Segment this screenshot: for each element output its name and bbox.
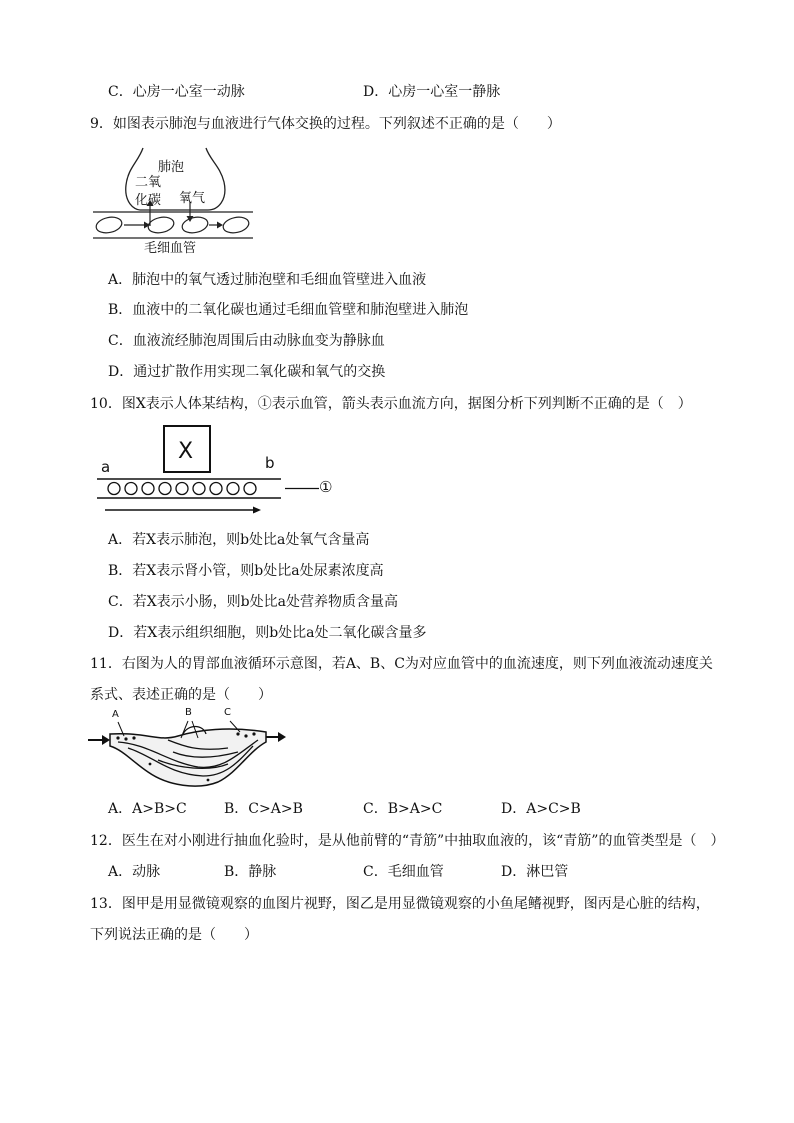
q9-stem: 9．如图表示肺泡与血液进行气体交换的过程。下列叙述不正确的是（ ） <box>90 116 561 132</box>
q10-option-a: A．若X表示肺泡，则b处比a处氧气含量高 <box>108 532 370 548</box>
q9-option-c: C．血液流经肺泡周围后由动脉血变为静脉血 <box>108 333 385 349</box>
q9-alveolus-figure <box>88 140 258 262</box>
vessel-label: ① <box>319 478 333 496</box>
q9-option-b: B．血液中的二氧化碳也通过毛细血管壁和肺泡壁进入肺泡 <box>108 302 469 318</box>
q10-option-d: D．若X表示组织细胞，则b处比a处二氧化碳含量多 <box>108 625 427 641</box>
co2-label-line1: 二氧 <box>135 175 162 190</box>
q11-option-b: B．C>A>B <box>224 801 303 817</box>
q10-structure-figure <box>95 424 350 516</box>
q10-stem: 10．图X表示人体某结构，①表示血管，箭头表示血流方向，据图分析下列判断不正确的是（ ） <box>90 396 692 412</box>
q10-option-c: C．若X表示小肠，则b处比a处营养物质含量高 <box>108 594 398 610</box>
point-b-label: b <box>265 454 275 472</box>
q12-option-a: A．动脉 <box>108 864 161 880</box>
q12-option-b: B．静脉 <box>224 864 277 880</box>
point-a-label: a <box>101 458 111 476</box>
vessel-a-label: A <box>112 709 119 720</box>
q12-option-c: C．毛细血管 <box>363 864 444 880</box>
vessel-c-label: C <box>224 707 231 718</box>
x-box-label: X <box>178 439 194 464</box>
q9-option-d: D．通过扩散作用实现二氧化碳和氧气的交换 <box>108 364 386 380</box>
q11-stomach-circulation-figure <box>88 707 288 792</box>
vessel-b-label: B <box>185 707 192 718</box>
o2-label: 氧气 <box>179 191 206 206</box>
q8-option-c: C．心房一心室一动脉 <box>108 84 245 100</box>
co2-label-line2: 化碳 <box>135 193 162 208</box>
q12-stem: 12．医生在对小刚进行抽血化验时，是从他前臂的“青筋”中抽取血液的，该“青筋”的血管类型是（ ） <box>90 833 725 849</box>
q8-option-d: D．心房一心室一静脉 <box>363 84 501 100</box>
q9-option-a: A．肺泡中的氧气透过肺泡壁和毛细血管壁进入血液 <box>108 272 427 288</box>
q12-option-d: D．淋巴管 <box>501 864 569 880</box>
q11-option-c: C．B>A>C <box>363 801 443 817</box>
q11-option-a: A．A>B>C <box>108 801 187 817</box>
q11-stem-line2: 系式、表述正确的是（ ） <box>90 687 272 703</box>
q11-option-d: D．A>C>B <box>501 801 581 817</box>
capillary-label: 毛细血管 <box>144 241 197 256</box>
q13-stem-line2: 下列说法正确的是（ ） <box>90 927 258 943</box>
q11-stem-line1: 11．右图为人的胃部血液循环示意图，若A、B、C为对应血管中的血流速度，则下列血液流动速度关 <box>90 656 713 672</box>
alveolus-label: 肺泡 <box>158 160 185 175</box>
q13-stem-line1: 13．图甲是用显微镜观察的血图片视野，图乙是用显微镜观察的小鱼尾鳍视野，图丙是心脏的结构， <box>90 896 710 912</box>
q10-option-b: B．若X表示肾小管，则b处比a处尿素浓度高 <box>108 563 384 579</box>
